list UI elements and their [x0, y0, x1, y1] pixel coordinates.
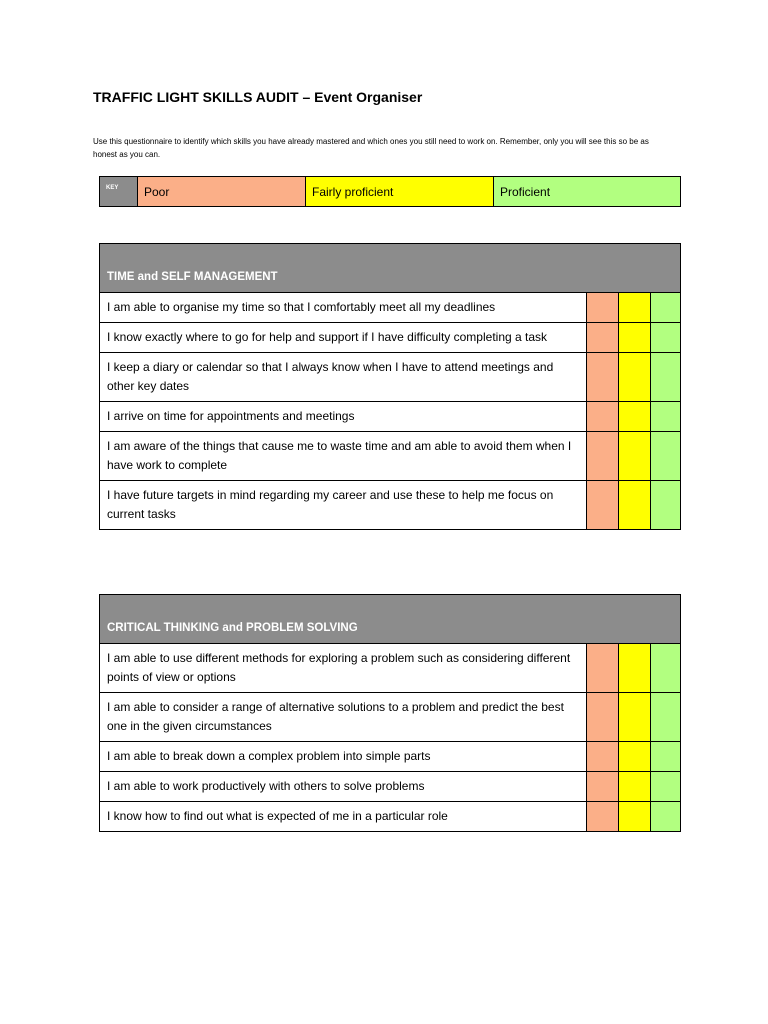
section-critical-thinking	[99, 594, 681, 832]
rating-cell-proficient[interactable]	[651, 693, 680, 741]
rating-cell-fairly-proficient[interactable]	[619, 742, 651, 771]
rating-cell-poor[interactable]	[587, 481, 619, 529]
question-row	[100, 644, 680, 693]
question-text: I am able to work productively with others to solve problems	[100, 772, 587, 801]
rating-cell-poor[interactable]	[587, 693, 619, 741]
rating-cell-poor[interactable]	[587, 432, 619, 480]
rating-cell-proficient[interactable]	[651, 402, 680, 431]
rating-cell-proficient[interactable]	[651, 742, 680, 771]
key-bar	[99, 176, 681, 207]
rating-cell-poor[interactable]	[587, 323, 619, 352]
question-text: I arrive on time for appointments and meetings	[100, 402, 587, 431]
intro-text: Use this questionnaire to identify which skills you have already mastered and which ones you still need to work on. Remember, only you will see this so be as honest as you can.	[93, 137, 649, 159]
rating-cell-fairly-proficient[interactable]	[619, 432, 651, 480]
question-text: I know exactly where to go for help and support if I have difficulty completing a task	[100, 323, 587, 352]
question-text: I am able to organise my time so that I comfortably meet all my deadlines	[100, 293, 587, 322]
question-row	[100, 353, 680, 402]
rating-cell-proficient[interactable]	[651, 644, 680, 692]
question-row	[100, 432, 680, 481]
question-row	[100, 323, 680, 353]
page-title: TRAFFIC LIGHT SKILLS AUDIT – Event Organiser	[93, 89, 423, 105]
rating-cell-proficient[interactable]	[651, 432, 680, 480]
key-proficient: Proficient	[494, 177, 680, 206]
rating-cell-poor[interactable]	[587, 402, 619, 431]
question-text: I am aware of the things that cause me to waste time and am able to avoid them when I have work to complete	[100, 432, 587, 480]
question-text: I know how to find out what is expected of me in a particular role	[100, 802, 587, 831]
rating-cell-proficient[interactable]	[651, 772, 680, 801]
question-text: I have future targets in mind regarding my career and use these to help me focus on current tasks	[100, 481, 587, 529]
rating-cell-fairly-proficient[interactable]	[619, 353, 651, 401]
question-text: I am able to use different methods for exploring a problem such as considering different points of view or options	[100, 644, 587, 692]
rating-cell-proficient[interactable]	[651, 802, 680, 831]
question-text: I am able to consider a range of alternative solutions to a problem and predict the best one in the given circumstances	[100, 693, 587, 741]
question-text: I keep a diary or calendar so that I always know when I have to attend meetings and other key dates	[100, 353, 587, 401]
rating-cell-fairly-proficient[interactable]	[619, 644, 651, 692]
rating-cell-poor[interactable]	[587, 742, 619, 771]
rating-cell-poor[interactable]	[587, 293, 619, 322]
section-time-management	[99, 243, 681, 530]
rating-cell-poor[interactable]	[587, 644, 619, 692]
rating-cell-fairly-proficient[interactable]	[619, 293, 651, 322]
question-row	[100, 293, 680, 323]
section-header: TIME and SELF MANAGEMENT	[100, 244, 680, 293]
rating-cell-proficient[interactable]	[651, 323, 680, 352]
rating-cell-poor[interactable]	[587, 353, 619, 401]
rating-cell-poor[interactable]	[587, 772, 619, 801]
rating-cell-fairly-proficient[interactable]	[619, 802, 651, 831]
question-row	[100, 693, 680, 742]
rating-cell-fairly-proficient[interactable]	[619, 772, 651, 801]
rating-cell-fairly-proficient[interactable]	[619, 693, 651, 741]
question-row	[100, 481, 680, 529]
rating-cell-fairly-proficient[interactable]	[619, 481, 651, 529]
section-header: CRITICAL THINKING and PROBLEM SOLVING	[100, 595, 680, 644]
rating-cell-fairly-proficient[interactable]	[619, 402, 651, 431]
question-row	[100, 802, 680, 831]
question-text: I am able to break down a complex problem into simple parts	[100, 742, 587, 771]
rating-cell-proficient[interactable]	[651, 481, 680, 529]
rating-cell-poor[interactable]	[587, 802, 619, 831]
key-label: KEY	[100, 177, 138, 206]
rating-cell-proficient[interactable]	[651, 293, 680, 322]
key-poor: Poor	[138, 177, 306, 206]
question-row	[100, 772, 680, 802]
rating-cell-proficient[interactable]	[651, 353, 680, 401]
question-row	[100, 402, 680, 432]
question-row	[100, 742, 680, 772]
rating-cell-fairly-proficient[interactable]	[619, 323, 651, 352]
key-fairly-proficient: Fairly proficient	[306, 177, 494, 206]
